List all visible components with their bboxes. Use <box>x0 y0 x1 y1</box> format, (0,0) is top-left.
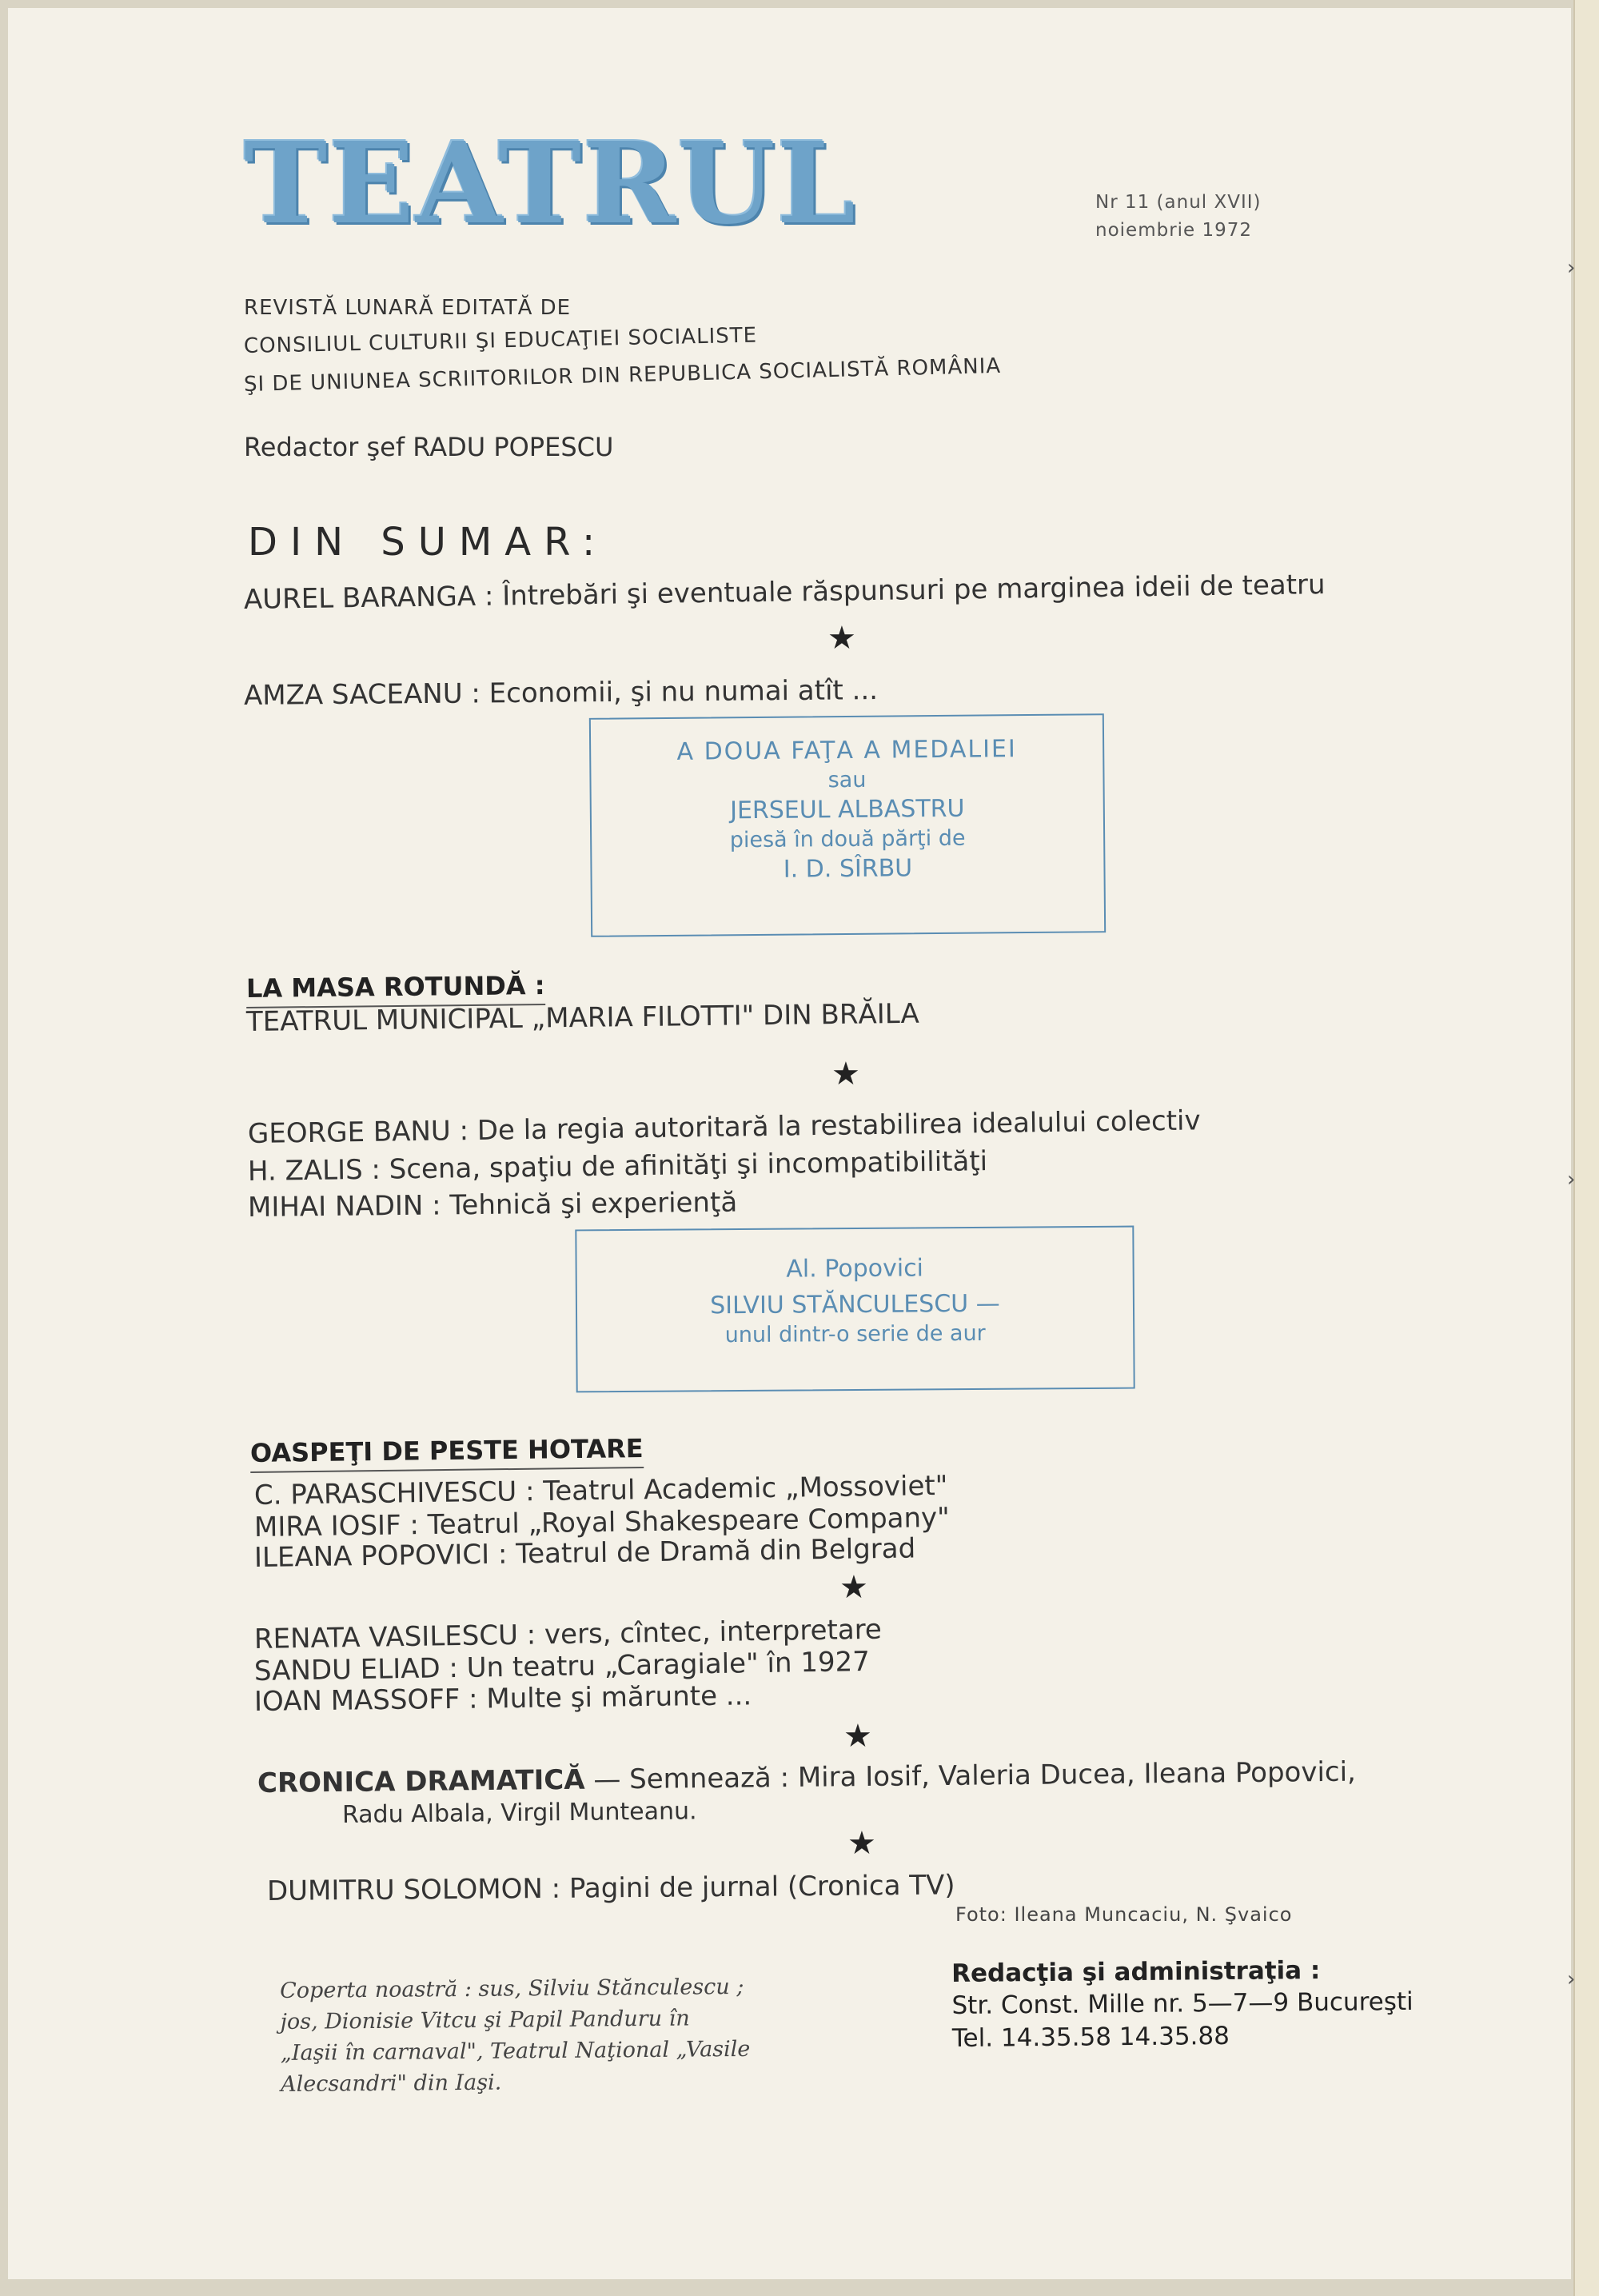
entry-author: MIHAI NADIN <box>247 1189 424 1224</box>
publisher-line-2: CONSILIUL CULTURII ŞI EDUCAŢIEI SOCIALISTE <box>243 323 758 358</box>
cover-note-line-1: Coperta noastră : sus, Silviu Stănculescu ; <box>280 1974 744 2003</box>
play-title-line-3: JERSEUL ALBASTRU <box>729 794 965 825</box>
summary-entry-nadin <box>248 1187 738 1224</box>
essay-title-line-2: unul dintr-o serie de aur <box>724 1320 986 1348</box>
entry-title: : Teatrul „Royal Shakespeare Company" <box>409 1501 951 1542</box>
entry-author: AUREL BARANGA <box>243 580 477 616</box>
entry-title: : Întrebări şi eventuale răspunsuri pe marginea ideii de teatru <box>484 569 1326 613</box>
cover-note-line-4: Alecsandri" din Iaşi. <box>281 2070 502 2098</box>
summary-heading: DIN SUMAR: <box>248 520 608 565</box>
admin-address: Str. Const. Mille nr. 5—7—9 Bucureşti <box>951 1987 1414 2021</box>
magazine-logo: TEATRUL <box>244 118 857 250</box>
editorial-address <box>951 1954 1414 2054</box>
entry-title: : Teatrul de Dramă din Belgrad <box>497 1532 916 1571</box>
summary-entry-solomon <box>267 1869 955 1907</box>
essay-title-line-1: SILVIU STĂNCULESCU — <box>710 1289 1000 1320</box>
entry-author: RENATA VASILESCU <box>253 1619 519 1655</box>
summary-entry-saceanu <box>244 674 878 712</box>
cover-note-line-2: jos, Dionisie Vitcu şi Papil Panduru în <box>280 2006 690 2035</box>
entry-title: : Multe şi mărunte ... <box>468 1679 752 1715</box>
spine-tick-icon: › <box>1567 256 1576 280</box>
entry-author: MIRA IOSIF <box>253 1509 401 1543</box>
round-table-subtitle: TEATRUL MUNICIPAL „MARIA FILOTTI" DIN BRĂILA <box>245 997 919 1038</box>
spine-tick-icon: › <box>1567 1967 1576 1991</box>
guests-heading: OASPEŢI DE PESTE HOTARE <box>250 1433 644 1473</box>
play-title-line-4: piesă în două părţi de <box>729 825 966 853</box>
featured-essay-box <box>575 1226 1134 1393</box>
entry-author: C. PARASCHIVESCU <box>253 1475 517 1511</box>
issue-date: noiembrie 1972 <box>1095 220 1253 241</box>
entry-title: : Pagini de jurnal (Cronica TV) <box>551 1869 955 1905</box>
separator-star-4: ★ <box>843 1718 872 1755</box>
entry-title: : vers, cîntec, interpretare <box>526 1613 883 1651</box>
summary-entry-massoff <box>254 1679 752 1718</box>
spine-tick-icon: › <box>1567 1168 1576 1192</box>
editor-in-chief <box>244 432 613 462</box>
editor-name: RADU POPESCU <box>413 432 614 462</box>
separator-star-2: ★ <box>831 1056 860 1092</box>
entry-title: : Un teatru „Caragiale" în 1927 <box>449 1645 871 1685</box>
issue-number: Nr 11 (anul XVII) <box>1095 192 1262 213</box>
admin-heading: Redacţia şi administraţia : <box>951 1955 1321 1988</box>
admin-phones: Tel. 14.35.58 14.35.88 <box>951 2021 1230 2053</box>
entry-author: GEORGE BANU <box>247 1115 452 1150</box>
entry-author: ILEANA POPOVICI <box>253 1538 490 1574</box>
entry-author: SANDU ELIAD <box>253 1652 441 1687</box>
page-spine <box>1573 0 1599 2296</box>
essay-author: Al. Popovici <box>786 1254 924 1284</box>
play-title-line-1: A DOUA FAŢA A MEDALIEI <box>676 735 1017 766</box>
magazine-page <box>8 8 1571 2279</box>
entry-title: : Teatrul Academic „Mossoviet" <box>524 1469 948 1508</box>
cover-note <box>280 1971 864 2101</box>
chronicle-signers: — Semnează : Mira Iosif, Valeria Ducea, Ileana Popovici, <box>593 1755 1357 1796</box>
publisher-line-3: ŞI DE UNIUNEA SCRIITORILOR DIN REPUBLICA SOCIALISTĂ ROMÂNIA <box>243 353 1002 397</box>
featured-play-box <box>589 713 1106 937</box>
play-author: I. D. SÎRBU <box>783 854 913 884</box>
entry-author: H. ZALIS <box>247 1153 363 1188</box>
editor-label: Redactor şef <box>244 432 405 462</box>
entry-author: IOAN MASSOFF <box>253 1683 461 1718</box>
entry-title: : Economii, şi nu numai atît ... <box>471 674 879 710</box>
entry-title: : Scena, spaţiu de afinităţi şi incompatibilităţi <box>371 1145 988 1186</box>
publisher-line-1: REVISTĂ LUNARĂ EDITATĂ DE <box>244 296 572 320</box>
separator-star-3: ★ <box>839 1569 868 1606</box>
chronicle-line-2: Radu Albala, Virgil Munteanu. <box>341 1797 697 1829</box>
photo-credit: Foto: Ileana Muncaciu, N. Şvaico <box>955 1903 1293 1926</box>
entry-author: AMZA SACEANU <box>243 677 463 712</box>
separator-star-1: ★ <box>827 620 856 657</box>
entry-author: DUMITRU SOLOMON <box>266 1872 544 1907</box>
round-table-heading: LA MASA ROTUNDĂ : <box>246 970 545 1008</box>
play-title-line-2: sau <box>827 767 867 793</box>
cover-note-line-3: „Iaşii în carnaval", Teatrul Naţional „Vasile <box>280 2037 751 2066</box>
entry-title: : De la regia autoritară la restabilirea idealului colectiv <box>459 1104 1201 1148</box>
entry-title: : Tehnică şi experienţă <box>431 1186 738 1222</box>
separator-star-5: ★ <box>847 1825 876 1862</box>
chronicle-heading: CRONICA DRAMATICĂ <box>257 1763 585 1799</box>
